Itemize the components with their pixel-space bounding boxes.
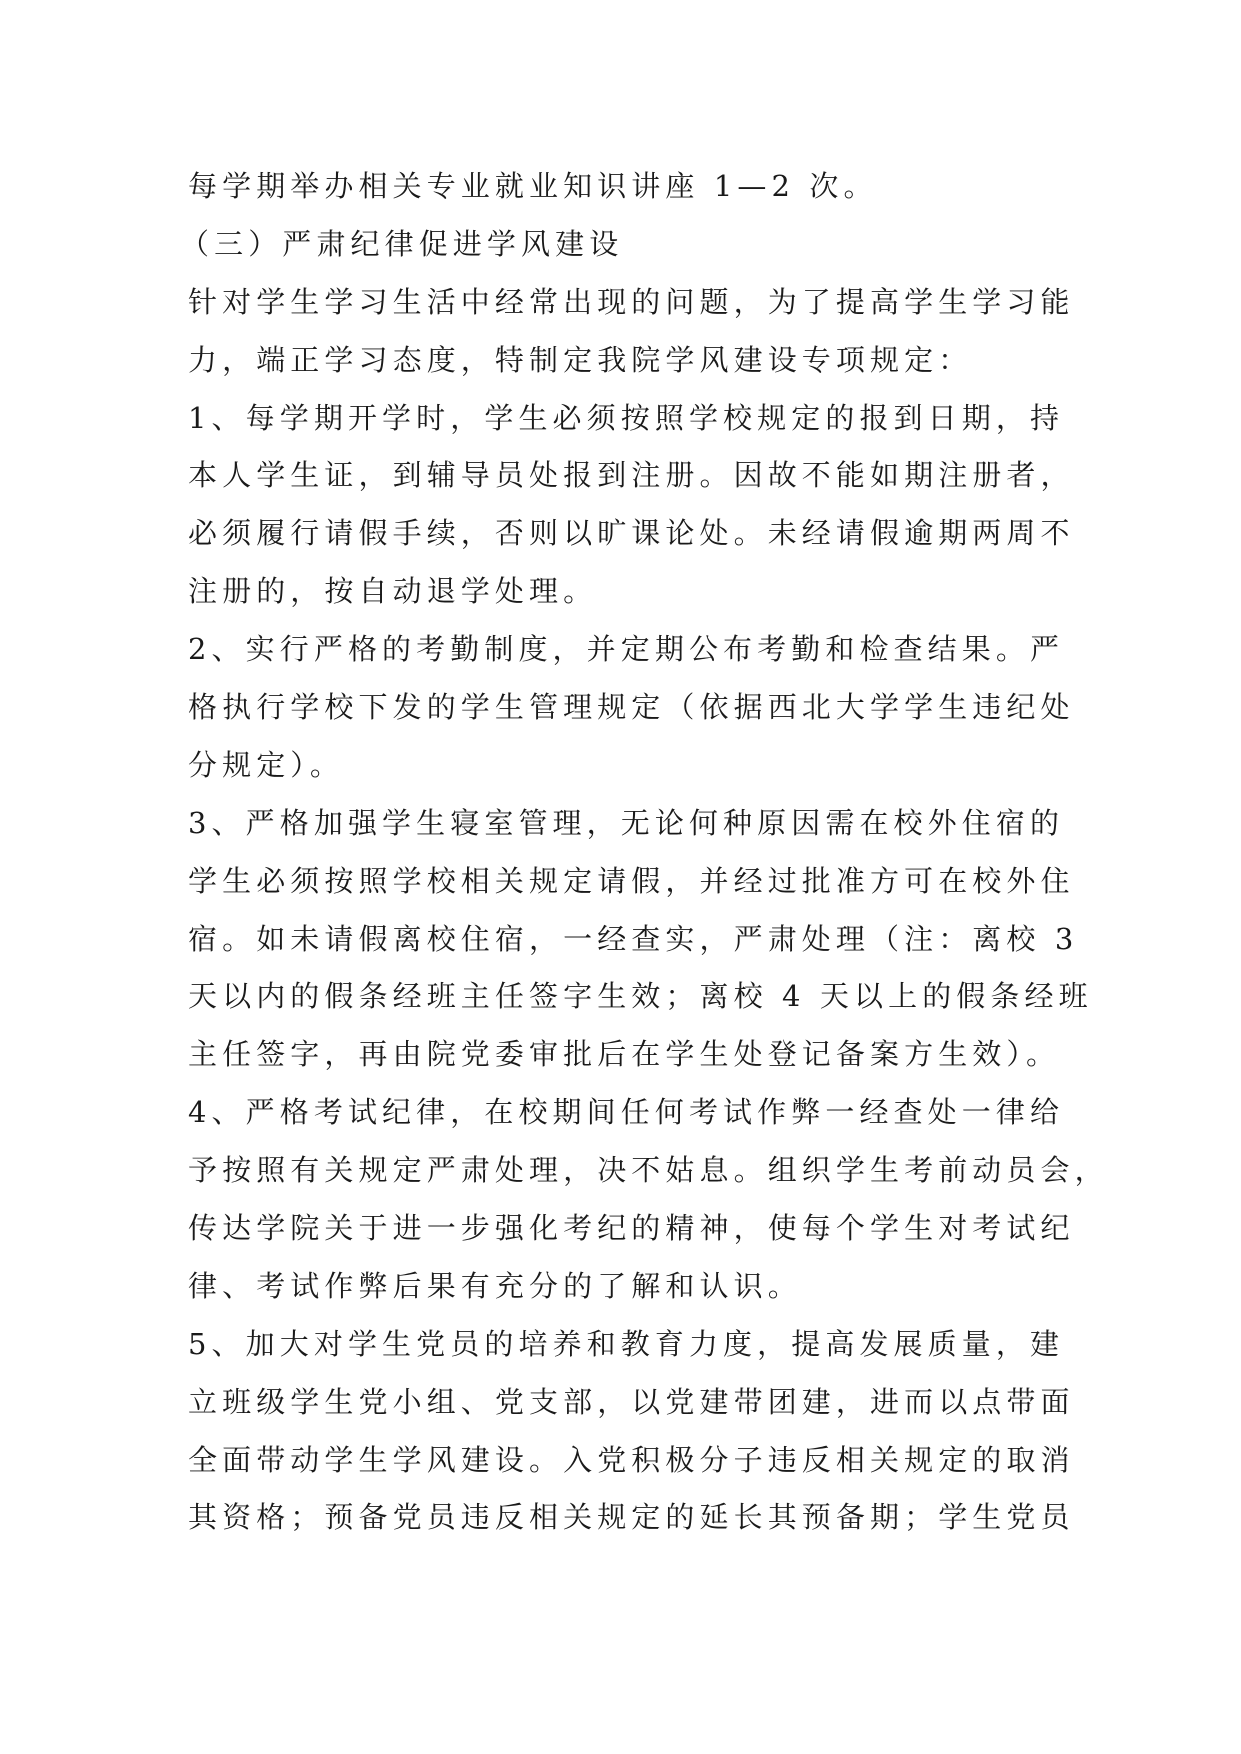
section-heading: （三）严肃纪律促进学风建设 [180,226,624,261]
text-line: 全面带动学生学风建设。入党积极分子违反相关规定的取消 [188,1442,1075,1477]
text-line: 5、加大对学生党员的培养和教育力度，提高发展质量，建 [188,1326,1065,1361]
text-line: 其资格；预备党员违反相关规定的延长其预备期；学生党员 [188,1500,1075,1535]
text-line: 力，端正学习态度，特制定我院学风建设专项规定： [188,342,973,377]
text-line: 每学期举办相关专业就业知识讲座 1—2 次。 [188,169,878,203]
text-line: 立班级学生党小组、党支部，以党建带团建，进而以点带面 [188,1384,1075,1419]
text-line: 主任签字，再由院党委审批后在学生处登记备案方生效）。 [188,1037,1061,1072]
text-line: 1、每学期开学时，学生必须按照学校规定的报到日期，持 [188,400,1065,435]
text-line: 本人学生证，到辅导员处报到注册。因故不能如期注册者， [188,458,1075,493]
text-line: 针对学生学习生活中经常出现的问题，为了提高学生学习能 [188,284,1075,319]
text-line: 天以内的假条经班主任签字生效；离校 4 天以上的假条经班 [188,979,1093,1014]
text-line: 传达学院关于进一步强化考纪的精神，使每个学生对考试纪 [188,1211,1075,1246]
text-line: 宿。如未请假离校住宿，一经查实，严肃处理（注：离校 3 [188,921,1079,956]
text-line: 格执行学校下发的学生管理规定（依据西北大学学生违纪处 [188,690,1075,725]
text-line: 分规定）。 [188,747,345,782]
text-line: 律、考试作弊后果有充分的了解和认识。 [188,1268,802,1303]
text-line: 4、严格考试纪律，在校期间任何考试作弊一经查处一律给 [188,1095,1065,1130]
text-line: 注册的，按自动退学处理。 [188,574,598,609]
text-line: 必须履行请假手续，否则以旷课论处。未经请假逾期两周不 [188,516,1075,551]
document-body [180,158,1109,1547]
text-line: 学生必须按照学校相关规定请假，并经过批准方可在校外住 [188,863,1075,898]
text-line: 2、实行严格的考勤制度，并定期公布考勤和检查结果。严 [188,632,1065,667]
text-line: 3、严格加强学生寝室管理，无论何种原因需在校外住宿的 [188,805,1065,840]
text-line: 予按照有关规定严肃处理，决不姑息。组织学生考前动员会， [188,1153,1109,1188]
